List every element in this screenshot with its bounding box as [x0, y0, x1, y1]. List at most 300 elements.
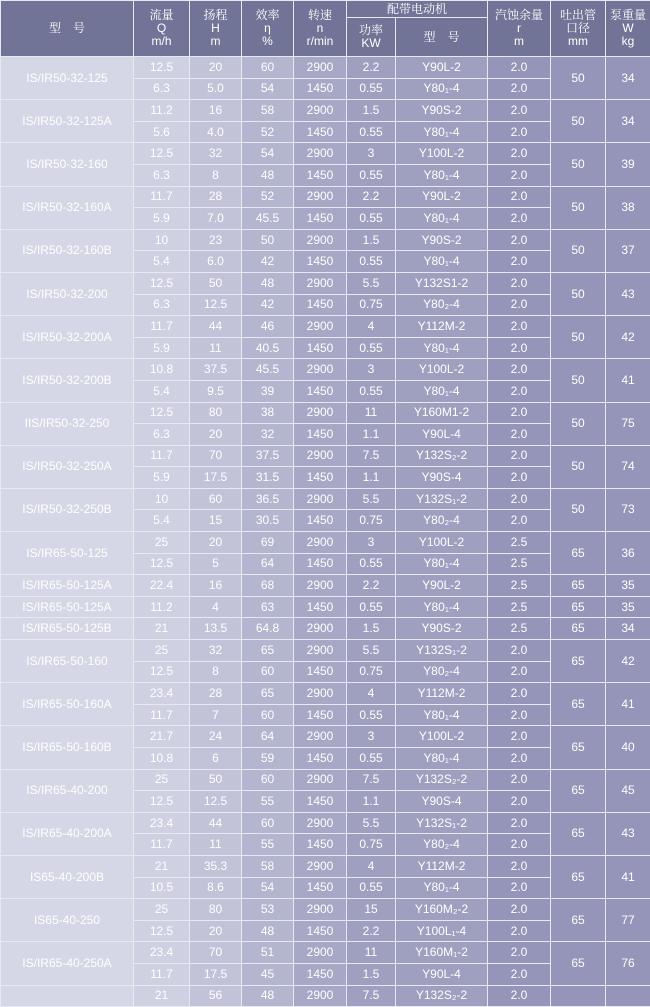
header-efficiency-unit: %	[242, 35, 293, 48]
motor-model-cell: Y100L-2	[396, 143, 488, 165]
power-cell: 0.55	[347, 164, 396, 186]
npsh-cell: 2.0	[488, 467, 551, 489]
speed-cell: 2900	[294, 532, 347, 554]
motor-model-cell: Y112M-2	[396, 683, 488, 705]
efficiency-cell: 46	[242, 316, 294, 338]
pump-model-cell: IS/IR65-50-125A	[1, 575, 134, 597]
npsh-cell: 2.0	[488, 445, 551, 467]
power-cell: 1.5	[347, 618, 396, 640]
npsh-cell: 2.0	[488, 251, 551, 273]
speed-cell: 1450	[294, 963, 347, 985]
header-weight-symbol: W	[606, 22, 650, 35]
efficiency-cell: 65	[242, 683, 294, 705]
table-row	[1, 640, 650, 662]
table-row	[1, 855, 650, 877]
head-cell: 28	[190, 683, 242, 705]
head-cell: 6.0	[190, 251, 242, 273]
power-cell: 0.55	[347, 121, 396, 143]
head-cell: 24	[190, 726, 242, 748]
power-cell: 0.75	[347, 294, 396, 316]
pump-model-cell: IS/IR65-50-125B	[1, 618, 134, 640]
head-cell: 4	[190, 596, 242, 618]
npsh-cell: 2.0	[488, 143, 551, 165]
flow-cell: 11.7	[134, 445, 190, 467]
power-cell: 5.5	[347, 488, 396, 510]
pump-weight-cell: 76	[606, 942, 650, 985]
npsh-cell: 2.0	[488, 942, 551, 964]
table-row	[1, 532, 650, 554]
speed-cell: 2900	[294, 683, 347, 705]
motor-model-cell: Y132S₁-2	[396, 488, 488, 510]
npsh-cell: 2.0	[488, 78, 551, 100]
power-cell: 5.5	[347, 640, 396, 662]
pump-weight-cell: 39	[606, 143, 650, 186]
table-row	[1, 618, 650, 640]
power-cell: 0.55	[347, 553, 396, 575]
power-cell: 1.1	[347, 467, 396, 489]
head-cell: 70	[190, 942, 242, 964]
header-efficiency-label: 效率	[242, 9, 293, 22]
speed-cell: 2900	[294, 402, 347, 424]
pump-weight-cell: 42	[606, 316, 650, 359]
motor-model-cell: Y100L-2	[396, 359, 488, 381]
header-motor-label: 配带电动机	[387, 2, 447, 16]
npsh-cell: 2.0	[488, 488, 551, 510]
header-flow	[134, 1, 190, 57]
table-row	[1, 186, 650, 208]
motor-model-cell: Y132S₂-2	[396, 445, 488, 467]
table-row	[1, 769, 650, 791]
pump-model-cell: IS65-40-250	[1, 899, 134, 942]
efficiency-cell: 48	[242, 920, 294, 942]
flow-cell: 23.4	[134, 812, 190, 834]
speed-cell: 2900	[294, 942, 347, 964]
header-efficiency-symbol: η	[242, 22, 293, 35]
motor-model-cell: Y100L-2	[396, 532, 488, 554]
pump-weight-cell: 34	[606, 100, 650, 143]
efficiency-cell: 58	[242, 100, 294, 122]
motor-model-cell: Y80₁-4	[396, 208, 488, 230]
npsh-cell: 2.0	[488, 704, 551, 726]
speed-cell: 2900	[294, 618, 347, 640]
head-cell: 5	[190, 553, 242, 575]
npsh-cell: 2.5	[488, 532, 551, 554]
efficiency-cell: 64	[242, 726, 294, 748]
header-motor-model-label: 型 号	[424, 30, 460, 44]
table-row	[1, 985, 650, 1007]
header-weight-unit: kg	[606, 35, 650, 48]
head-cell: 11	[190, 337, 242, 359]
speed-cell: 1450	[294, 748, 347, 770]
head-cell: 8.6	[190, 877, 242, 899]
pump-model-cell: IS/IR65-40-200	[1, 769, 134, 812]
header-efficiency	[242, 1, 294, 57]
flow-cell: 12.5	[134, 272, 190, 294]
motor-model-cell: Y90L-4	[396, 963, 488, 985]
pump-weight-cell: 37	[606, 229, 650, 272]
flow-cell: 6.3	[134, 78, 190, 100]
head-cell: 11	[190, 834, 242, 856]
flow-cell: 23.4	[134, 683, 190, 705]
flow-cell: 10.8	[134, 748, 190, 770]
table-row	[1, 575, 650, 597]
head-cell: 20	[190, 920, 242, 942]
npsh-cell: 2.5	[488, 575, 551, 597]
motor-model-cell: Y160M₁-2	[396, 942, 488, 964]
flow-cell: 21.7	[134, 726, 190, 748]
speed-cell: 1450	[294, 661, 347, 683]
power-cell: 4	[347, 316, 396, 338]
motor-model-cell: Y100L-2	[396, 726, 488, 748]
outlet-diameter-cell: 50	[551, 143, 606, 186]
motor-model-cell: Y160M1-2	[396, 402, 488, 424]
motor-model-cell: Y132S₂-2	[396, 985, 488, 1007]
power-cell: 3	[347, 532, 396, 554]
outlet-diameter-cell: 50	[551, 229, 606, 272]
head-cell: 35.3	[190, 855, 242, 877]
pump-model-cell: IS/IR65-50-125	[1, 532, 134, 575]
pump-model-cell: IS65-40-200B	[1, 855, 134, 898]
npsh-cell: 2.0	[488, 316, 551, 338]
npsh-cell: 2.0	[488, 424, 551, 446]
head-cell: 44	[190, 812, 242, 834]
npsh-cell: 2.0	[488, 640, 551, 662]
header-power-label: 功率	[347, 24, 395, 37]
header-flow-label: 流量	[134, 9, 189, 22]
flow-cell: 6.3	[134, 164, 190, 186]
table-row	[1, 229, 650, 251]
power-cell: 0.55	[347, 208, 396, 230]
outlet-diameter-cell: 50	[551, 402, 606, 445]
npsh-cell: 2.0	[488, 920, 551, 942]
pump-weight-cell	[606, 985, 650, 1007]
motor-model-cell: Y80₁-4	[396, 78, 488, 100]
efficiency-cell: 53	[242, 899, 294, 921]
flow-cell: 12.5	[134, 661, 190, 683]
outlet-diameter-cell: 50	[551, 100, 606, 143]
power-cell: 11	[347, 942, 396, 964]
power-cell: 0.55	[347, 78, 396, 100]
power-cell: 3	[347, 359, 396, 381]
speed-cell: 1450	[294, 208, 347, 230]
outlet-diameter-cell: 50	[551, 57, 606, 100]
power-cell: 0.55	[347, 337, 396, 359]
table-row	[1, 726, 650, 748]
flow-cell: 25	[134, 769, 190, 791]
flow-cell: 12.5	[134, 143, 190, 165]
npsh-cell: 2.0	[488, 272, 551, 294]
motor-model-cell: Y80₁-4	[396, 748, 488, 770]
efficiency-cell: 60	[242, 704, 294, 726]
outlet-diameter-cell: 65	[551, 575, 606, 597]
npsh-cell: 2.0	[488, 164, 551, 186]
header-model	[1, 1, 134, 57]
motor-model-cell: Y90L-4	[396, 424, 488, 446]
speed-cell: 2900	[294, 640, 347, 662]
motor-model-cell: Y90L-2	[396, 57, 488, 79]
efficiency-cell: 36.5	[242, 488, 294, 510]
table-row	[1, 683, 650, 705]
npsh-cell: 2.0	[488, 359, 551, 381]
outlet-diameter-cell: 65	[551, 596, 606, 618]
pump-model-cell: IIS/IR50-32-250	[1, 402, 134, 445]
header-weight	[606, 1, 650, 57]
pump-model-cell: IS/IR50-32-125A	[1, 100, 134, 143]
head-cell: 32	[190, 640, 242, 662]
outlet-diameter-cell	[551, 985, 606, 1007]
npsh-cell: 2.5	[488, 596, 551, 618]
flow-cell: 11.7	[134, 834, 190, 856]
pump-model-cell: IS/IR65-50-160A	[1, 683, 134, 726]
table-row	[1, 942, 650, 964]
motor-model-cell: Y90S-4	[396, 791, 488, 813]
flow-cell: 5.9	[134, 208, 190, 230]
motor-model-cell: Y132S₂-2	[396, 769, 488, 791]
head-cell: 32	[190, 143, 242, 165]
header-model-label: 型 号	[49, 21, 85, 35]
speed-cell: 1450	[294, 121, 347, 143]
head-cell: 12.5	[190, 791, 242, 813]
motor-model-cell: Y90S-2	[396, 229, 488, 251]
efficiency-cell: 50	[242, 229, 294, 251]
flow-cell: 12.5	[134, 553, 190, 575]
efficiency-cell: 52	[242, 186, 294, 208]
power-cell: 15	[347, 899, 396, 921]
pump-weight-cell: 74	[606, 445, 650, 488]
speed-cell: 2900	[294, 143, 347, 165]
motor-model-cell: Y112M-2	[396, 855, 488, 877]
efficiency-cell: 42	[242, 294, 294, 316]
header-power-unit: KW	[347, 37, 395, 50]
head-cell: 8	[190, 164, 242, 186]
header-speed-label: 转速	[294, 9, 346, 22]
npsh-cell: 2.5	[488, 618, 551, 640]
flow-cell: 11.7	[134, 316, 190, 338]
power-cell: 1.1	[347, 791, 396, 813]
speed-cell: 1450	[294, 164, 347, 186]
npsh-cell: 2.0	[488, 791, 551, 813]
table-row	[1, 596, 650, 618]
speed-cell: 2900	[294, 272, 347, 294]
header-weight-label: 泵重量	[606, 9, 650, 22]
motor-model-cell: Y132S₁-2	[396, 640, 488, 662]
efficiency-cell: 45.5	[242, 359, 294, 381]
pump-weight-cell: 75	[606, 402, 650, 445]
speed-cell: 1450	[294, 467, 347, 489]
table-row	[1, 812, 650, 834]
npsh-cell: 2.0	[488, 402, 551, 424]
npsh-cell: 2.0	[488, 748, 551, 770]
flow-cell: 6.3	[134, 424, 190, 446]
efficiency-cell: 48	[242, 985, 294, 1007]
table-row	[1, 316, 650, 338]
efficiency-cell: 55	[242, 834, 294, 856]
outlet-diameter-cell: 50	[551, 359, 606, 402]
motor-model-cell: Y132S₁-2	[396, 812, 488, 834]
header-outlet	[551, 1, 606, 57]
head-cell: 20	[190, 532, 242, 554]
power-cell: 5.5	[347, 272, 396, 294]
npsh-cell: 2.0	[488, 661, 551, 683]
npsh-cell: 2.5	[488, 553, 551, 575]
speed-cell: 2900	[294, 186, 347, 208]
header-speed	[294, 1, 347, 57]
efficiency-cell: 40.5	[242, 337, 294, 359]
head-cell: 13.5	[190, 618, 242, 640]
head-cell: 50	[190, 769, 242, 791]
power-cell: 3	[347, 143, 396, 165]
head-cell: 9.5	[190, 380, 242, 402]
power-cell: 7.5	[347, 985, 396, 1007]
header-npsh	[488, 1, 551, 57]
outlet-diameter-cell: 65	[551, 726, 606, 769]
head-cell: 7.0	[190, 208, 242, 230]
head-cell: 7	[190, 704, 242, 726]
flow-cell: 12.5	[134, 791, 190, 813]
flow-cell: 22.4	[134, 575, 190, 597]
motor-model-cell: Y112M-2	[396, 316, 488, 338]
pump-weight-cell: 35	[606, 575, 650, 597]
power-cell: 1.5	[347, 963, 396, 985]
head-cell: 28	[190, 186, 242, 208]
speed-cell: 1450	[294, 704, 347, 726]
pump-model-cell: IS/IR50-32-200A	[1, 316, 134, 359]
flow-cell: 5.6	[134, 121, 190, 143]
table-row	[1, 57, 650, 79]
head-cell: 16	[190, 100, 242, 122]
speed-cell: 1450	[294, 424, 347, 446]
speed-cell: 1450	[294, 834, 347, 856]
speed-cell: 2900	[294, 769, 347, 791]
header-outlet-label-2: 口径	[551, 22, 605, 35]
efficiency-cell: 60	[242, 661, 294, 683]
efficiency-cell: 64.8	[242, 618, 294, 640]
speed-cell: 2900	[294, 812, 347, 834]
motor-model-cell: Y80₂-4	[396, 661, 488, 683]
header-power	[347, 18, 396, 57]
header-head-label: 扬程	[190, 9, 241, 22]
motor-model-cell: Y90S-4	[396, 467, 488, 489]
pump-weight-cell: 77	[606, 899, 650, 942]
pump-weight-cell: 42	[606, 640, 650, 683]
speed-cell: 1450	[294, 596, 347, 618]
power-cell: 0.75	[347, 661, 396, 683]
motor-model-cell: Y80₁-4	[396, 337, 488, 359]
speed-cell: 2900	[294, 100, 347, 122]
power-cell: 2.2	[347, 920, 396, 942]
npsh-cell: 2.0	[488, 726, 551, 748]
speed-cell: 2900	[294, 57, 347, 79]
power-cell: 3	[347, 726, 396, 748]
outlet-diameter-cell: 65	[551, 942, 606, 985]
efficiency-cell: 32	[242, 424, 294, 446]
flow-cell: 6.3	[134, 294, 190, 316]
pump-weight-cell: 40	[606, 726, 650, 769]
head-cell: 6	[190, 748, 242, 770]
flow-cell: 25	[134, 640, 190, 662]
flow-cell: 5.9	[134, 337, 190, 359]
efficiency-cell: 51	[242, 942, 294, 964]
npsh-cell: 2.0	[488, 100, 551, 122]
motor-model-cell: Y90S-2	[396, 618, 488, 640]
npsh-cell: 2.0	[488, 683, 551, 705]
npsh-cell: 2.0	[488, 877, 551, 899]
motor-model-cell: Y80₁-4	[396, 251, 488, 273]
pump-weight-cell: 45	[606, 769, 650, 812]
flow-cell: 11.7	[134, 704, 190, 726]
motor-model-cell: Y80₂-4	[396, 510, 488, 532]
pump-weight-cell: 73	[606, 488, 650, 531]
motor-model-cell: Y90S-2	[396, 100, 488, 122]
header-flow-unit: m/h	[134, 35, 189, 48]
motor-model-cell: Y90L-2	[396, 186, 488, 208]
npsh-cell: 2.0	[488, 899, 551, 921]
power-cell: 2.2	[347, 57, 396, 79]
flow-cell: 11.2	[134, 596, 190, 618]
flow-cell: 10	[134, 229, 190, 251]
motor-model-cell: Y80₁-4	[396, 164, 488, 186]
head-cell: 17.5	[190, 963, 242, 985]
pump-weight-cell: 34	[606, 57, 650, 100]
speed-cell: 1450	[294, 294, 347, 316]
speed-cell: 1450	[294, 78, 347, 100]
header-head-symbol: H	[190, 22, 241, 35]
flow-cell: 25	[134, 899, 190, 921]
efficiency-cell: 38	[242, 402, 294, 424]
flow-cell: 5.4	[134, 510, 190, 532]
flow-cell: 25	[134, 532, 190, 554]
outlet-diameter-cell: 50	[551, 316, 606, 359]
efficiency-cell: 37.5	[242, 445, 294, 467]
efficiency-cell: 64	[242, 553, 294, 575]
motor-model-cell: Y132S1-2	[396, 272, 488, 294]
efficiency-cell: 31.5	[242, 467, 294, 489]
pump-model-cell	[1, 985, 134, 1007]
flow-cell: 10.8	[134, 359, 190, 381]
efficiency-cell: 39	[242, 380, 294, 402]
outlet-diameter-cell: 65	[551, 683, 606, 726]
flow-cell: 11.2	[134, 100, 190, 122]
power-cell: 0.75	[347, 834, 396, 856]
npsh-cell: 2.0	[488, 855, 551, 877]
efficiency-cell: 60	[242, 812, 294, 834]
npsh-cell: 2.0	[488, 121, 551, 143]
speed-cell: 2900	[294, 726, 347, 748]
efficiency-cell: 68	[242, 575, 294, 597]
table-row	[1, 445, 650, 467]
pump-model-cell: IS/IR50-32-125	[1, 57, 134, 100]
head-cell: 12.5	[190, 294, 242, 316]
npsh-cell: 2.0	[488, 57, 551, 79]
table-row	[1, 272, 650, 294]
power-cell: 0.55	[347, 251, 396, 273]
pump-model-cell: IS/IR65-40-250A	[1, 942, 134, 985]
head-cell: 23	[190, 229, 242, 251]
npsh-cell: 2.0	[488, 985, 551, 1007]
head-cell: 8	[190, 661, 242, 683]
speed-cell: 2900	[294, 359, 347, 381]
speed-cell: 1450	[294, 337, 347, 359]
speed-cell: 2900	[294, 855, 347, 877]
header-outlet-label: 吐出管	[551, 9, 605, 22]
power-cell: 1.5	[347, 100, 396, 122]
speed-cell: 1450	[294, 380, 347, 402]
table-row	[1, 488, 650, 510]
pump-table-body	[1, 57, 650, 1007]
speed-cell: 1450	[294, 510, 347, 532]
flow-cell: 11.7	[134, 186, 190, 208]
speed-cell: 1450	[294, 251, 347, 273]
